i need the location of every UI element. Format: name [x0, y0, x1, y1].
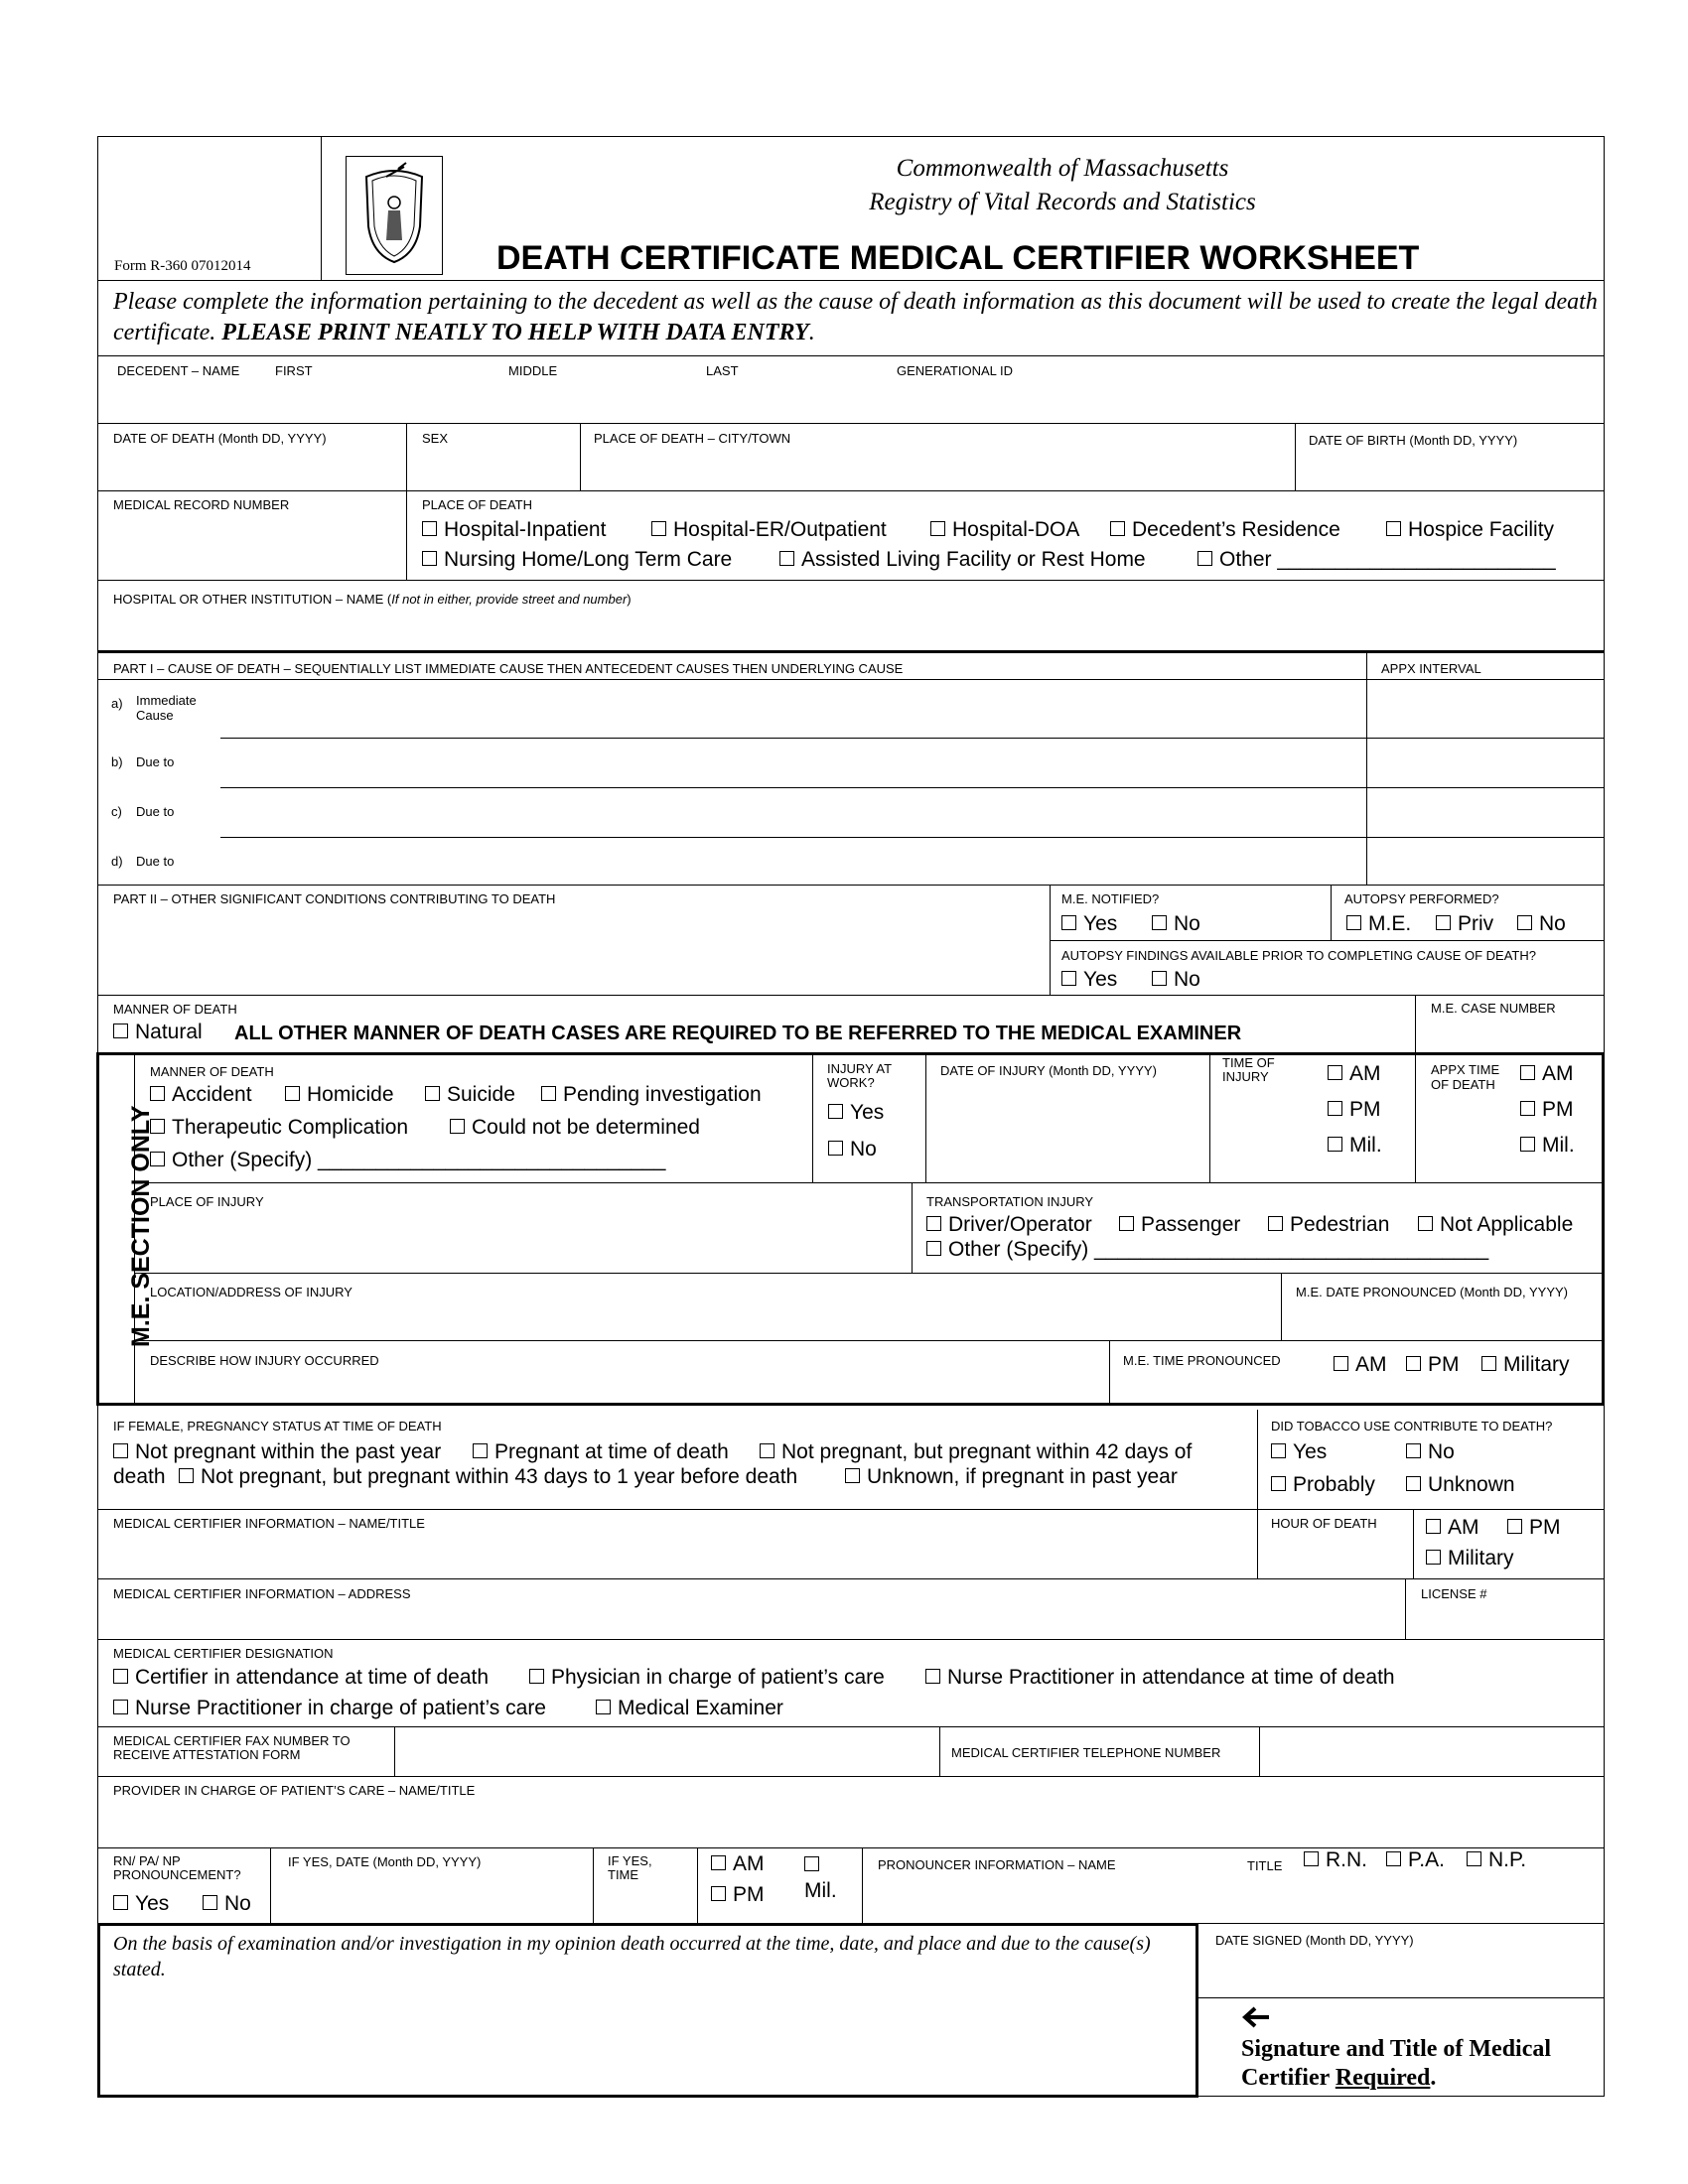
- autopsy-priv[interactable]: Priv: [1436, 912, 1493, 936]
- checkbox[interactable]: [473, 1443, 488, 1458]
- checkbox[interactable]: [1271, 1476, 1286, 1491]
- last-name-label: LAST: [706, 363, 739, 378]
- checkbox[interactable]: [203, 1895, 217, 1910]
- date-of-death-field[interactable]: [99, 449, 402, 488]
- place-of-injury-label: PLACE OF INJURY: [150, 1194, 264, 1209]
- fax-field[interactable]: [399, 1729, 935, 1773]
- checkbox[interactable]: [1268, 1216, 1283, 1231]
- checkbox[interactable]: [1507, 1519, 1522, 1534]
- place-of-injury-field[interactable]: [139, 1213, 908, 1271]
- left-arrow-icon: [1241, 2005, 1271, 2034]
- checkbox[interactable]: [529, 1669, 544, 1684]
- pregnancy-opt-not-pregnant-year[interactable]: Not pregnant within the past year: [113, 1440, 441, 1464]
- checkbox[interactable]: [1467, 1851, 1481, 1866]
- sex-field[interactable]: [409, 449, 576, 488]
- pronouncement-label-2: PRONOUNCEMENT?: [113, 1867, 241, 1882]
- provider-label: PROVIDER IN CHARGE OF PATIENT’S CARE – NAME/TITLE: [113, 1783, 476, 1798]
- checkbox[interactable]: [1520, 1065, 1535, 1080]
- autopsy-me[interactable]: M.E.: [1346, 912, 1411, 936]
- date-of-birth-label: DATE OF BIRTH (Month DD, YYYY): [1309, 433, 1518, 448]
- checkbox[interactable]: [1061, 971, 1076, 986]
- medical-record-number-label: MEDICAL RECORD NUMBER: [113, 497, 290, 512]
- pregnancy-opt-pregnant-at-death[interactable]: Pregnant at time of death: [473, 1440, 729, 1464]
- autopsy-findings-no[interactable]: No: [1152, 968, 1200, 992]
- time-injury-mil[interactable]: Mil.: [1328, 1134, 1382, 1158]
- me-case-number-field[interactable]: [1420, 1019, 1601, 1050]
- part2-label: PART II – OTHER SIGNIFICANT CONDITIONS CONTRIBUTING TO DEATH: [113, 891, 556, 906]
- checkbox[interactable]: [150, 1086, 165, 1101]
- checkbox[interactable]: [651, 521, 666, 536]
- tobacco-unknown[interactable]: Unknown: [1406, 1473, 1515, 1497]
- checkbox[interactable]: [450, 1119, 465, 1134]
- autopsy-findings-label: AUTOPSY FINDINGS AVAILABLE PRIOR TO COMPLETING CAUSE OF DEATH?: [1061, 948, 1536, 963]
- checkbox[interactable]: [804, 1856, 819, 1871]
- cause-a-field[interactable]: [220, 681, 1362, 737]
- me-notified-label: M.E. NOTIFIED?: [1061, 891, 1160, 906]
- me-manner-label: MANNER OF DEATH: [150, 1064, 274, 1079]
- cause-c-letter: c): [111, 804, 122, 819]
- date-signed-field[interactable]: [1203, 1952, 1601, 1995]
- place-option-other[interactable]: Other ________________________: [1197, 548, 1556, 572]
- checkbox[interactable]: [113, 1895, 128, 1910]
- pronouncement-time-pm[interactable]: PM: [711, 1883, 765, 1907]
- provider-field[interactable]: [99, 1801, 1601, 1844]
- certifier-address-field[interactable]: [99, 1604, 1401, 1636]
- me-manner-accident[interactable]: Accident: [150, 1083, 252, 1107]
- hour-pm[interactable]: PM: [1507, 1516, 1561, 1540]
- cause-d-letter: d): [111, 854, 123, 869]
- checkbox[interactable]: [1520, 1137, 1535, 1152]
- checkbox[interactable]: [150, 1152, 165, 1166]
- checkbox[interactable]: [422, 551, 437, 566]
- injury-at-work-yes[interactable]: Yes: [828, 1101, 884, 1125]
- license-field[interactable]: [1410, 1604, 1601, 1636]
- certifier-address-label: MEDICAL CERTIFIER INFORMATION – ADDRESS: [113, 1586, 411, 1601]
- designation-np-attendance[interactable]: Nurse Practitioner in attendance at time of death: [925, 1666, 1395, 1690]
- checkbox[interactable]: [1197, 551, 1212, 566]
- me-notified-yes[interactable]: Yes: [1061, 912, 1117, 936]
- telephone-label: MEDICAL CERTIFIER TELEPHONE NUMBER: [951, 1745, 1221, 1760]
- decedent-name-label: DECEDENT – NAME: [117, 363, 240, 378]
- transport-driver[interactable]: Driver/Operator: [926, 1213, 1092, 1237]
- pregnancy-opt-43-days[interactable]: Not pregnant, but pregnant within 43 days to 1 year before death: [179, 1465, 797, 1489]
- interval-d-field[interactable]: [1370, 840, 1603, 882]
- date-of-injury-label: DATE OF INJURY (Month DD, YYYY): [940, 1063, 1157, 1078]
- tobacco-probably[interactable]: Probably: [1271, 1473, 1375, 1497]
- certifier-designation-label: MEDICAL CERTIFIER DESIGNATION: [113, 1646, 334, 1661]
- interval-a-field[interactable]: [1370, 681, 1603, 737]
- checkbox[interactable]: [179, 1468, 194, 1483]
- form-number: Form R-360 07012014: [114, 258, 251, 274]
- checkbox[interactable]: [1517, 915, 1532, 930]
- place-option-hospice[interactable]: Hospice Facility: [1386, 518, 1554, 542]
- pronouncer-title-np[interactable]: N.P.: [1467, 1848, 1526, 1872]
- sex-label: SEX: [422, 431, 449, 446]
- signature-instruction: [1241, 2035, 1551, 2093]
- checkbox[interactable]: [1119, 1216, 1134, 1231]
- injury-at-work-no[interactable]: No: [828, 1138, 877, 1161]
- hour-am[interactable]: AM: [1426, 1516, 1479, 1540]
- me-date-pronounced-field[interactable]: [1285, 1302, 1601, 1338]
- agency-line-1: Commonwealth of Massachusetts: [896, 155, 1229, 182]
- cause-b-letter: b): [111, 754, 123, 769]
- cause-d-field[interactable]: [220, 840, 1362, 882]
- checkbox[interactable]: [1426, 1519, 1441, 1534]
- cause-c-field[interactable]: [220, 790, 1362, 836]
- place-option-nursing-home[interactable]: Nursing Home/Long Term Care: [422, 548, 732, 572]
- me-manner-undetermined[interactable]: Could not be determined: [450, 1116, 700, 1140]
- tobacco-no[interactable]: No: [1406, 1440, 1455, 1464]
- place-of-death-label: PLACE OF DEATH: [422, 497, 533, 512]
- pronouncement-time-am[interactable]: AM: [711, 1852, 765, 1876]
- checkbox[interactable]: [541, 1086, 556, 1101]
- checkbox[interactable]: [422, 521, 437, 536]
- checkbox[interactable]: [150, 1119, 165, 1134]
- transport-passenger[interactable]: Passenger: [1119, 1213, 1240, 1237]
- tobacco-yes[interactable]: Yes: [1271, 1440, 1327, 1464]
- date-of-death-label: DATE OF DEATH (Month DD, YYYY): [113, 431, 327, 446]
- hour-of-death-label: HOUR OF DEATH: [1271, 1516, 1377, 1531]
- transport-other[interactable]: Other (Specify) __________________________________: [926, 1238, 1488, 1262]
- me-notified-no[interactable]: No: [1152, 912, 1200, 936]
- pronouncer-name-field[interactable]: [867, 1876, 1244, 1920]
- place-option-hospital-inpatient[interactable]: Hospital-Inpatient: [422, 518, 606, 542]
- checkbox[interactable]: [925, 1669, 940, 1684]
- date-of-birth-field[interactable]: [1299, 451, 1601, 488]
- pregnancy-opt-42-days[interactable]: Not pregnant, but pregnant within 42 days of: [760, 1440, 1192, 1464]
- signature-instruction-line-2: Certifier Required.: [1241, 2065, 1437, 2091]
- pronouncer-name-label: PRONOUNCER INFORMATION – NAME: [878, 1857, 1116, 1872]
- location-of-injury-label: LOCATION/ADDRESS OF INJURY: [150, 1285, 352, 1299]
- checkbox[interactable]: [596, 1700, 611, 1714]
- checkbox[interactable]: [779, 551, 794, 566]
- certifier-name-field[interactable]: [99, 1534, 1253, 1575]
- appx-interval-label: APPX INTERVAL: [1381, 661, 1481, 676]
- designation-medical-examiner[interactable]: Medical Examiner: [596, 1697, 783, 1720]
- checkbox[interactable]: [113, 1024, 128, 1038]
- autopsy-findings-yes[interactable]: Yes: [1061, 968, 1117, 992]
- signature-instruction-line-1: Signature and Title of Medical: [1241, 2036, 1552, 2062]
- if-yes-time-label-1: IF YES,: [608, 1853, 652, 1868]
- place-city-field[interactable]: [584, 449, 1291, 488]
- interval-c-field[interactable]: [1370, 790, 1603, 836]
- checkbox[interactable]: [113, 1443, 128, 1458]
- me-manner-homicide[interactable]: Homicide: [285, 1083, 394, 1107]
- checkbox[interactable]: [1110, 521, 1125, 536]
- cause-b-text: Due to: [136, 754, 175, 769]
- designation-physician[interactable]: Physician in charge of patient’s care: [529, 1666, 885, 1690]
- checkbox[interactable]: [1520, 1101, 1535, 1116]
- checkbox[interactable]: [1152, 971, 1167, 986]
- place-city-label: PLACE OF DEATH – CITY/TOWN: [594, 431, 791, 446]
- instructions-text: Please complete the information pertaining to the decedent as well as the cause of death information as this document will be used to create the legal death certificate.: [113, 289, 1598, 345]
- checkbox[interactable]: [845, 1468, 860, 1483]
- license-label: LICENSE #: [1421, 1586, 1487, 1601]
- cause-a-text-2: Cause: [136, 708, 174, 723]
- pronouncement-time-mil-checkbox[interactable]: [804, 1856, 826, 1876]
- date-of-injury-field[interactable]: [929, 1082, 1205, 1179]
- attestation-statement: On the basis of examination and/or investigation in my opinion death occurred at the time, date, and place and due to the cause(s) stated.: [113, 1933, 1151, 1980]
- manner-natural[interactable]: Natural: [113, 1021, 203, 1044]
- pronouncement-label-1: RN/ PA/ NP: [113, 1853, 181, 1868]
- place-option-hospital-er[interactable]: Hospital-ER/Outpatient: [651, 518, 887, 542]
- checkbox[interactable]: [113, 1669, 128, 1684]
- checkbox[interactable]: [1334, 1356, 1348, 1371]
- me-time-military[interactable]: Military: [1481, 1353, 1570, 1377]
- checkbox[interactable]: [711, 1855, 726, 1870]
- first-name-label: FIRST: [275, 363, 313, 378]
- certifier-name-label: MEDICAL CERTIFIER INFORMATION – NAME/TITLE: [113, 1516, 425, 1531]
- pregnancy-status-label: IF FEMALE, PREGNANCY STATUS AT TIME OF DEATH: [113, 1419, 442, 1433]
- me-date-pronounced-label: M.E. DATE PRONOUNCED (Month DD, YYYY): [1296, 1285, 1569, 1299]
- appx-time-mil[interactable]: Mil.: [1520, 1134, 1575, 1158]
- institution-label: HOSPITAL OR OTHER INSTITUTION – NAME (If not in either, provide street and number): [113, 592, 632, 607]
- checkbox[interactable]: [1426, 1550, 1441, 1565]
- middle-name-label: MIDDLE: [508, 363, 558, 378]
- manner-of-death-label: MANNER OF DEATH: [113, 1002, 237, 1017]
- massachusetts-seal: [346, 156, 443, 275]
- cause-b-field[interactable]: [220, 741, 1362, 786]
- agency-line-2: Registry of Vital Records and Statistics: [869, 189, 1256, 215]
- date-signed-label: DATE SIGNED (Month DD, YYYY): [1215, 1933, 1414, 1948]
- me-manner-therapeutic[interactable]: Therapeutic Complication: [150, 1116, 408, 1140]
- if-yes-time-label-2: TIME: [608, 1867, 639, 1882]
- designation-np-charge[interactable]: Nurse Practitioner in charge of patient’s care: [113, 1697, 546, 1720]
- location-of-injury-field[interactable]: [139, 1302, 1277, 1338]
- pronouncement-yes[interactable]: Yes: [113, 1892, 169, 1916]
- generational-id-label: GENERATIONAL ID: [897, 363, 1014, 378]
- checkbox[interactable]: [1328, 1065, 1342, 1080]
- checkbox[interactable]: [1386, 1851, 1401, 1866]
- checkbox[interactable]: [1304, 1851, 1319, 1866]
- describe-injury-field[interactable]: [139, 1370, 1104, 1402]
- pronouncer-title-rn[interactable]: R.N.: [1304, 1848, 1367, 1872]
- place-option-assisted-living[interactable]: Assisted Living Facility or Rest Home: [779, 548, 1146, 572]
- interval-b-field[interactable]: [1370, 741, 1603, 786]
- instructions: Please complete the information pertaining to the decedent as well as the cause of death information as this document will be used to create the legal death certificate. PLEASE PRINT NEATLY TO HELP WITH DATA ENTRY.: [113, 289, 1598, 345]
- checkbox[interactable]: [1406, 1443, 1421, 1458]
- pronouncer-title-pa[interactable]: P.A.: [1386, 1848, 1445, 1872]
- checkbox[interactable]: [1406, 1356, 1421, 1371]
- checkbox[interactable]: [1436, 915, 1451, 930]
- pronouncement-time-mil-label: Mil.: [804, 1879, 837, 1902]
- me-time-am[interactable]: AM: [1334, 1353, 1387, 1377]
- decedent-name-field[interactable]: [99, 381, 1603, 421]
- me-case-number-label: M.E. CASE NUMBER: [1431, 1001, 1556, 1016]
- tobacco-label: DID TOBACCO USE CONTRIBUTE TO DEATH?: [1271, 1419, 1553, 1433]
- checkbox[interactable]: [926, 1216, 941, 1231]
- transportation-injury-label: TRANSPORTATION INJURY: [926, 1194, 1094, 1209]
- checkbox[interactable]: [828, 1141, 843, 1156]
- checkbox[interactable]: [1418, 1216, 1433, 1231]
- autopsy-no[interactable]: No: [1517, 912, 1566, 936]
- checkbox[interactable]: [1346, 915, 1361, 930]
- me-manner-suicide[interactable]: Suicide: [425, 1083, 515, 1107]
- time-of-injury-label: TIME OF INJURY: [1222, 1055, 1275, 1084]
- cause-c-text: Due to: [136, 804, 175, 819]
- checkbox[interactable]: [760, 1443, 774, 1458]
- checkbox[interactable]: [1406, 1476, 1421, 1491]
- checkbox[interactable]: [926, 1241, 941, 1256]
- transport-not-applicable[interactable]: Not Applicable: [1418, 1213, 1573, 1237]
- pregnancy-opt-42-days-cont: death: [113, 1465, 166, 1488]
- transport-pedestrian[interactable]: Pedestrian: [1268, 1213, 1389, 1237]
- pronouncer-title-label: TITLE: [1247, 1858, 1283, 1873]
- form-title: DEATH CERTIFICATE MEDICAL CERTIFIER WORKSHEET: [496, 239, 1420, 277]
- time-injury-pm[interactable]: PM: [1328, 1098, 1381, 1122]
- checkbox[interactable]: [285, 1086, 300, 1101]
- checkbox[interactable]: [1152, 915, 1167, 930]
- injury-at-work-label: INJURY AT WORK?: [827, 1061, 892, 1090]
- checkbox[interactable]: [1328, 1101, 1342, 1116]
- describe-injury-label: DESCRIBE HOW INJURY OCCURRED: [150, 1353, 379, 1368]
- me-time-pronounced-label: M.E. TIME PRONOUNCED: [1123, 1353, 1281, 1368]
- pronouncement-no[interactable]: No: [203, 1892, 251, 1916]
- me-time-pm[interactable]: PM: [1406, 1353, 1460, 1377]
- checkbox[interactable]: [1271, 1443, 1286, 1458]
- time-injury-am[interactable]: AM: [1328, 1062, 1381, 1086]
- checkbox[interactable]: [711, 1886, 726, 1901]
- part2-field[interactable]: [99, 909, 1046, 993]
- if-yes-date-label: IF YES, DATE (Month DD, YYYY): [288, 1854, 482, 1869]
- cause-a-letter: a): [111, 696, 123, 711]
- checkbox[interactable]: [1061, 915, 1076, 930]
- cause-d-text: Due to: [136, 854, 175, 869]
- checkbox[interactable]: [425, 1086, 440, 1101]
- checkbox[interactable]: [930, 521, 945, 536]
- checkbox[interactable]: [1481, 1356, 1496, 1371]
- fax-label-1: MEDICAL CERTIFIER FAX NUMBER TO: [113, 1733, 351, 1748]
- if-yes-date-field[interactable]: [275, 1872, 589, 1920]
- part1-label: PART I – CAUSE OF DEATH – SEQUENTIALLY LIST IMMEDIATE CAUSE THEN ANTECEDENT CAUSES THEN UNDERLYING CAUSE: [113, 661, 904, 676]
- me-manner-pending[interactable]: Pending investigation: [541, 1083, 762, 1107]
- place-option-hospital-doa[interactable]: Hospital-DOA: [930, 518, 1079, 542]
- pregnancy-opt-unknown[interactable]: Unknown, if pregnant in past year: [845, 1465, 1178, 1489]
- institution-name-field[interactable]: [99, 610, 1603, 649]
- checkbox[interactable]: [113, 1700, 128, 1714]
- me-section-side-label: M.E. SECTION ONLY: [127, 1105, 155, 1347]
- appx-time-am[interactable]: AM: [1520, 1062, 1574, 1086]
- instructions-bold: PLEASE PRINT NEATLY TO HELP WITH DATA ENTRY: [221, 320, 809, 345]
- fax-label-2: RECEIVE ATTESTATION FORM: [113, 1747, 301, 1762]
- me-referral-notice: ALL OTHER MANNER OF DEATH CASES ARE REQUIRED TO BE REFERRED TO THE MEDICAL EXAMINER: [234, 1023, 1242, 1044]
- hour-military[interactable]: Military: [1426, 1547, 1514, 1570]
- appx-time-pm[interactable]: PM: [1520, 1098, 1574, 1122]
- checkbox[interactable]: [1386, 521, 1401, 536]
- appx-time-of-death-label: APPX TIME OF DEATH: [1431, 1062, 1500, 1092]
- place-option-residence[interactable]: Decedent’s Residence: [1110, 518, 1340, 542]
- medical-record-number-field[interactable]: [99, 516, 402, 576]
- designation-certifier-attendance[interactable]: Certifier in attendance at time of death: [113, 1666, 489, 1690]
- checkbox[interactable]: [828, 1104, 843, 1119]
- telephone-field[interactable]: [1263, 1729, 1601, 1773]
- checkbox[interactable]: [1328, 1137, 1342, 1152]
- me-manner-other[interactable]: Other (Specify) ______________________________: [150, 1149, 665, 1172]
- autopsy-performed-label: AUTOPSY PERFORMED?: [1344, 891, 1499, 906]
- cause-a-text-1: Immediate: [136, 693, 197, 708]
